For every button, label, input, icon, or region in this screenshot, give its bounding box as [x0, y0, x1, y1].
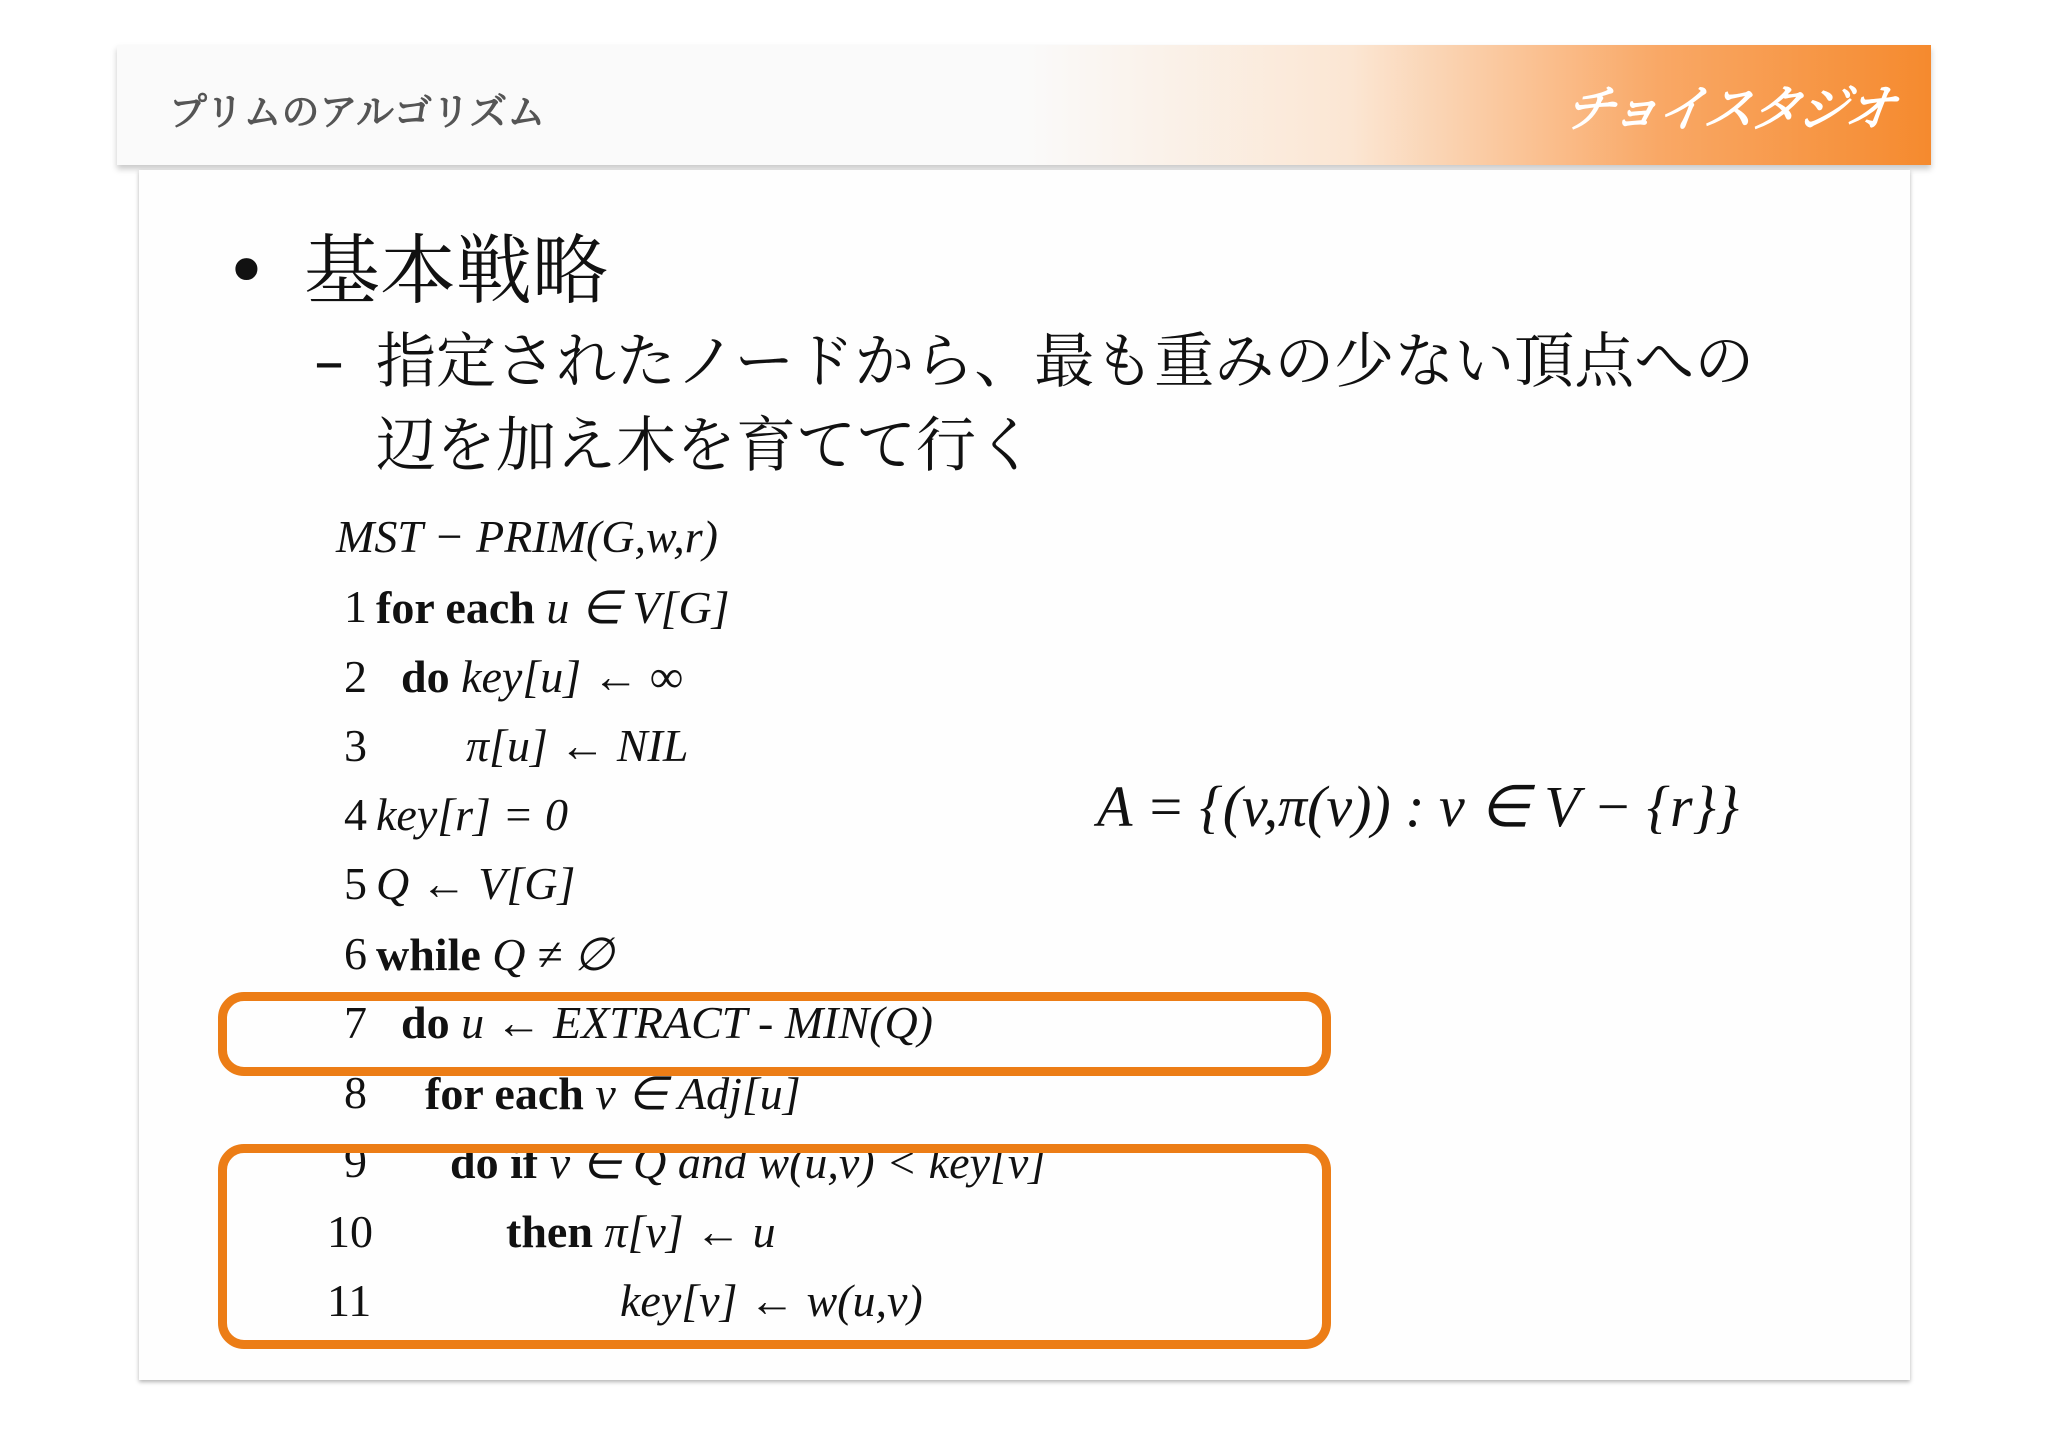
code-text: key[r] = 0	[376, 789, 568, 840]
line-number: 9	[344, 1136, 367, 1187]
code-text: do u ← EXTRACT - MIN(Q)	[401, 997, 933, 1048]
set-formula: A = {(v,π(v)) : v ∈ V − {r}}	[1097, 774, 1739, 839]
line-number: 8	[344, 1067, 367, 1118]
line-number: 7	[344, 997, 367, 1048]
brand-logo: チョイスタジオ	[1561, 80, 1897, 138]
highlight-box-relax	[218, 1144, 1331, 1349]
code-text: while Q ≠ ∅	[376, 929, 614, 980]
line-number: 3	[344, 720, 367, 771]
bullet-dot: •	[224, 226, 269, 315]
bullet-heading	[224, 210, 608, 319]
code-text: π[u] ← NIL	[466, 720, 689, 771]
highlight-box-extract-min	[218, 992, 1331, 1076]
line-number: 4	[344, 789, 367, 840]
line-number: 10	[327, 1206, 373, 1257]
bullet-text: 基本戦略	[304, 226, 608, 315]
pseudocode-header: MST − PRIM(G,w,r)	[336, 511, 718, 562]
line-number: 6	[344, 928, 367, 979]
code-text: for each v ∈ Adj[u]	[425, 1068, 801, 1119]
code-text: do if v ∈ Q and w(u,v) < key[v]	[450, 1137, 1047, 1188]
sub-bullet-dash: –	[314, 327, 344, 397]
code-text: then π[v] ← u	[506, 1206, 776, 1257]
line-number: 1	[344, 581, 367, 632]
sub-bullet	[314, 320, 1814, 488]
sub-bullet-text: 指定されたノードから、最も重みの少ない頂点への辺を加え木を育てて行く	[376, 327, 1755, 481]
code-text: Q ← V[G]	[376, 858, 576, 909]
code-text: key[v] ← w(u,v)	[620, 1275, 923, 1326]
code-text: do key[u] ← ∞	[401, 651, 683, 702]
slide-header	[117, 45, 1931, 165]
header-title: プリムのアルゴリズム	[169, 90, 546, 134]
line-number: 2	[344, 651, 367, 702]
line-number: 5	[344, 858, 367, 909]
code-text: for each u ∈ V[G]	[376, 582, 730, 633]
line-number: 11	[327, 1275, 372, 1326]
